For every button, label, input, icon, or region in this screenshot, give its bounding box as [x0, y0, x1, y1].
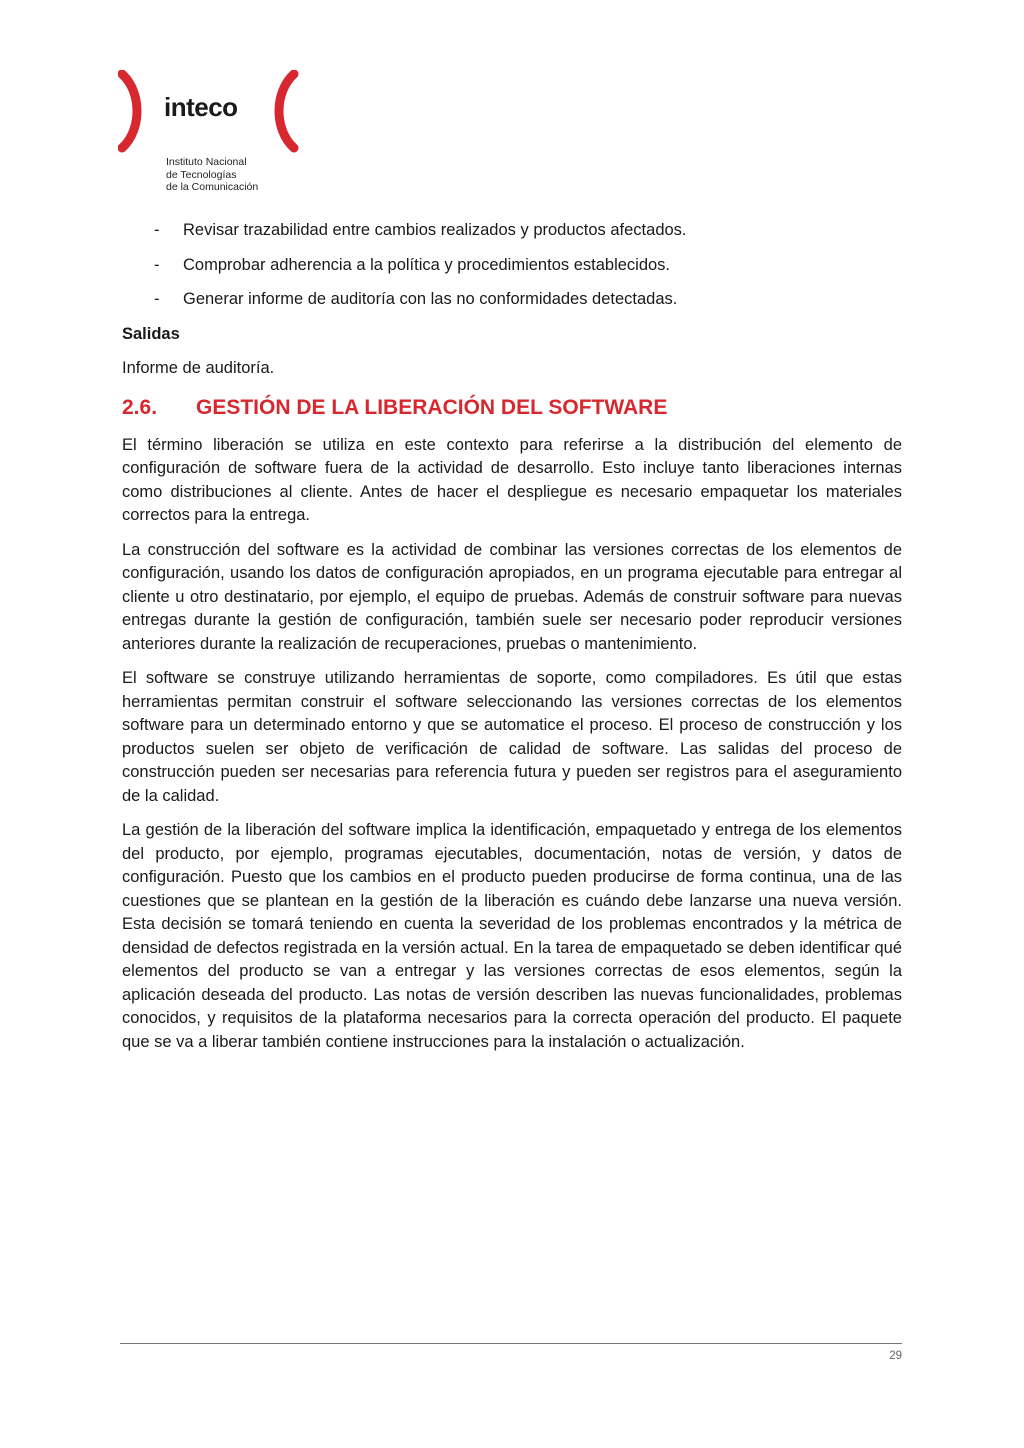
paragraph: La construcción del software es la actividad de combinar las versiones correctas de los elementos de configuración, usando los datos de configuración apropiados, en un programa ejecutable para entregar al cliente u otro destinatario, por ejemplo, el equipo de pruebas. Además de construir software para nuevas entregas durante la gestión de configuración, también suele ser necesario poder reproducir versiones anteriores durante la realización de recuperaciones, pruebas o mantenimiento. [122, 540, 902, 653]
outputs-label: Salidas [122, 324, 180, 343]
section-number: 2.6. [122, 395, 158, 419]
logo-wordmark: inteco [164, 92, 238, 122]
section-title: GESTIÓN DE LA LIBERACIÓN DEL SOFTWARE [196, 395, 668, 419]
bullet-text: Revisar trazabilidad entre cambios realizados y productos afectados. [183, 221, 687, 239]
bullet-marker: - [154, 221, 160, 239]
footer-divider [120, 1343, 902, 1344]
page-number: 29 [889, 1350, 902, 1362]
bullet-text: Generar informe de auditoría con las no conformidades detectadas. [183, 290, 678, 308]
outputs-text: Informe de auditoría. [122, 359, 275, 377]
document-body [122, 219, 902, 1065]
bullet-marker: - [154, 290, 160, 308]
bullet-item [122, 219, 902, 243]
logo-subtitle-line: Instituto Nacional [166, 156, 247, 168]
bullet-item [122, 254, 902, 278]
paragraph: El software se construye utilizando herramientas de soporte, como compiladores. Es útil que estas herramientas permitan construir el software seleccionando las versiones correctas de los elementos software para un determinado entorno y que se automatice el proceso. El proceso de construcción y los productos suelen ser objeto de verificación de calidad de software. Las salidas del proceso de construcción pueden ser necesarias para referencia futura y pueden ser registros para el aseguramiento de la calidad. [122, 669, 902, 805]
logo-subtitle-line: de Tecnologías [166, 168, 237, 181]
bullet-text: Comprobar adherencia a la política y procedimientos establecidos. [183, 255, 671, 274]
inteco-logo [118, 70, 308, 200]
logo-subtitle-line: de la Comunicación [166, 181, 259, 193]
bullet-item [122, 288, 902, 312]
section-heading [122, 393, 902, 423]
bullet-marker: - [154, 255, 160, 274]
logo-subtitle [166, 156, 258, 194]
paragraph: El término liberación se utiliza en este contexto para referirse a la distribución del elemento de configuración de software fuera de la actividad de desarrollo. Esto incluye tanto liberaciones internas como distribuciones al cliente. Antes de hacer el despliegue es necesario empaquetar los materiales correctos para la entrega. [122, 435, 902, 524]
paragraph: La gestión de la liberación del software implica la identificación, empaquetado y entrega de los elementos del producto, por ejemplo, programas ejecutables, documentación, notas de versión, y datos de configuración. Puesto que los cambios en el producto pueden producirse de forma continua, una de las cuestiones que se plantean en la gestión de la liberación es cuándo debe lanzarse una nueva versión. Esta decisión se tomará teniendo en cuenta la severidad de los problemas encontrados y la métrica de densidad de defectos registrada en la versión actual. En la tarea de empaquetado se deben identificar qué elementos del producto se van a entregar y las versiones correctas de esos elementos, según la aplicación deseada del producto. Las notas de versión describen las nuevas funcionalidades, problemas conocidos, y requisitos de la plataforma necesarios para la correcta operación del producto. El paquete que se va a liberar también contiene instrucciones para la instalación o actualización. [122, 821, 902, 1051]
